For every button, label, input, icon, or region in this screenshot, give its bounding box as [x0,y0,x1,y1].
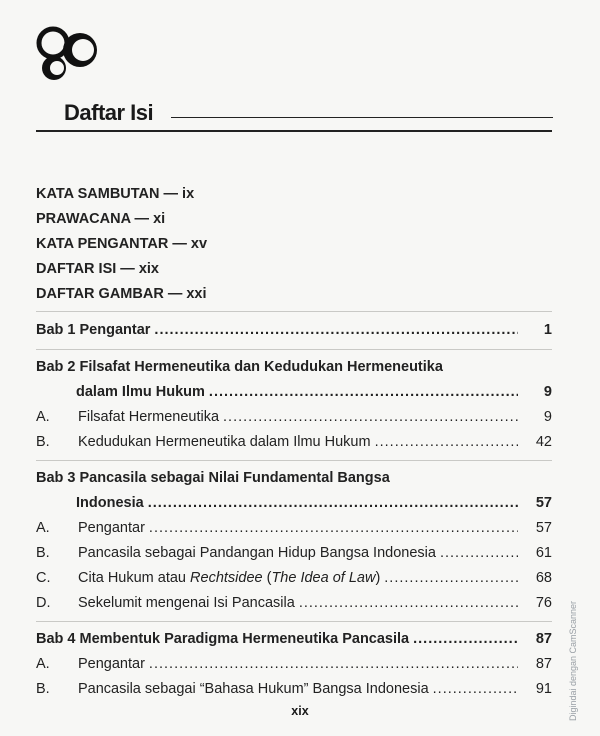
prelim-item: PRAWACANA — xi [36,211,166,227]
toc-subentry-page: 76 [535,595,552,611]
dot-leader [433,677,518,702]
toc-subentry-page: 68 [535,570,552,586]
toc-subentry-letter: B. [36,681,50,697]
prelim-item: DAFTAR ISI — xix [36,261,159,277]
toc-entry-label: Bab 2 Filsafat Hermeneutika dan Kedudukan Hermeneutika [36,359,443,375]
toc-entry-page: 87 [535,631,552,647]
toc-subentry-label: Pengantar [78,520,145,536]
dot-leader [223,405,518,430]
prelim-item: KATA PENGANTAR — xv [36,236,208,252]
toc-subentry-letter: B. [36,545,50,561]
dot-leader [154,318,518,343]
toc-subentry-label: Pancasila sebagai Pandangan Hidup Bangsa Indonesia [78,545,436,561]
toc-subentry [36,541,552,566]
title-rule [171,117,553,118]
toc-entry-bab-3 [36,466,552,491]
toc-subentry-page: 9 [543,409,552,425]
toc-subentry-label: Pancasila sebagai “Bahasa Hukum” Bangsa Indonesia [78,681,429,697]
prelim-item: DAFTAR GAMBAR — xxi [36,286,207,302]
dot-leader [440,541,518,566]
toc-subentry [36,566,552,591]
toc-entry-bab-4 [36,627,552,652]
title-underline [36,130,552,132]
table-of-contents [36,311,552,702]
toc-subentry-label: Pengantar [78,656,145,672]
dot-leader [148,491,518,516]
toc-subentry-letter: A. [36,656,50,672]
toc-subentry [36,516,552,541]
toc-subentry [36,430,552,455]
label-part: Cita Hukum atau [78,570,191,586]
toc-entry-label: Bab 1 Pengantar [36,322,151,338]
ornament-circles-icon [36,26,102,82]
toc-subentry-letter: B. [36,434,50,450]
prelim-list [36,182,207,307]
toc-subentry-page: 61 [535,545,552,561]
toc-entry-bab-1 [36,318,552,343]
dot-leader [209,380,518,405]
toc-subentry-label: Sekelumit mengenai Isi Pancasila [78,595,295,611]
toc-entry-label: Bab 4 Membentuk Paradigma Hermeneutika Pancasila [36,631,410,647]
toc-subentry-page: 91 [535,681,552,697]
page-title: Daftar Isi [64,100,154,125]
toc-entry-page: 57 [535,495,552,511]
toc-entry-page: 9 [543,384,552,400]
title-row [36,95,552,135]
toc-entry-bab-2 [36,355,552,380]
dot-leader [149,652,518,677]
toc-subentry [36,677,552,702]
dot-leader [413,627,518,652]
toc-subentry-label [78,566,380,591]
label-part: ) [375,570,381,586]
toc-subentry-page: 57 [535,520,552,536]
toc-entry-label: Indonesia [76,495,144,511]
toc-subentry [36,405,552,430]
label-italic: The Idea of Law [271,570,376,586]
toc-entry-page: 1 [543,322,552,338]
dot-leader [384,566,518,591]
dot-leader [149,516,518,541]
toc-subentry-letter: A. [36,409,50,425]
dot-leader [375,430,518,455]
toc-entry-label: dalam Ilmu Hukum [76,384,205,400]
toc-subentry-label: Filsafat Hermeneutika [78,409,220,425]
toc-entry-label: Bab 3 Pancasila sebagai Nilai Fundamental Bangsa [36,470,390,486]
dot-leader [299,591,518,616]
watermark-text: Digindai dengan CamScanner [568,600,579,722]
toc-subentry-page: 42 [535,434,552,450]
toc-entry-bab-3-cont [36,491,552,516]
label-italic: Rechtsidee [190,570,263,586]
toc-subentry-label: Kedudukan Hermeneutika dalam Ilmu Hukum [78,434,371,450]
toc-subentry-letter: C. [36,570,51,586]
toc-subentry-letter: D. [36,595,51,611]
scanner-watermark [568,598,585,728]
label-part: ( [262,570,272,586]
toc-subentry [36,652,552,677]
toc-entry-bab-2-cont [36,380,552,405]
prelim-item: KATA SAMBUTAN — ix [36,186,195,202]
page-number: xix [291,704,309,718]
toc-subentry [36,591,552,616]
toc-subentry-page: 87 [535,656,552,672]
toc-subentry-letter: A. [36,520,50,536]
